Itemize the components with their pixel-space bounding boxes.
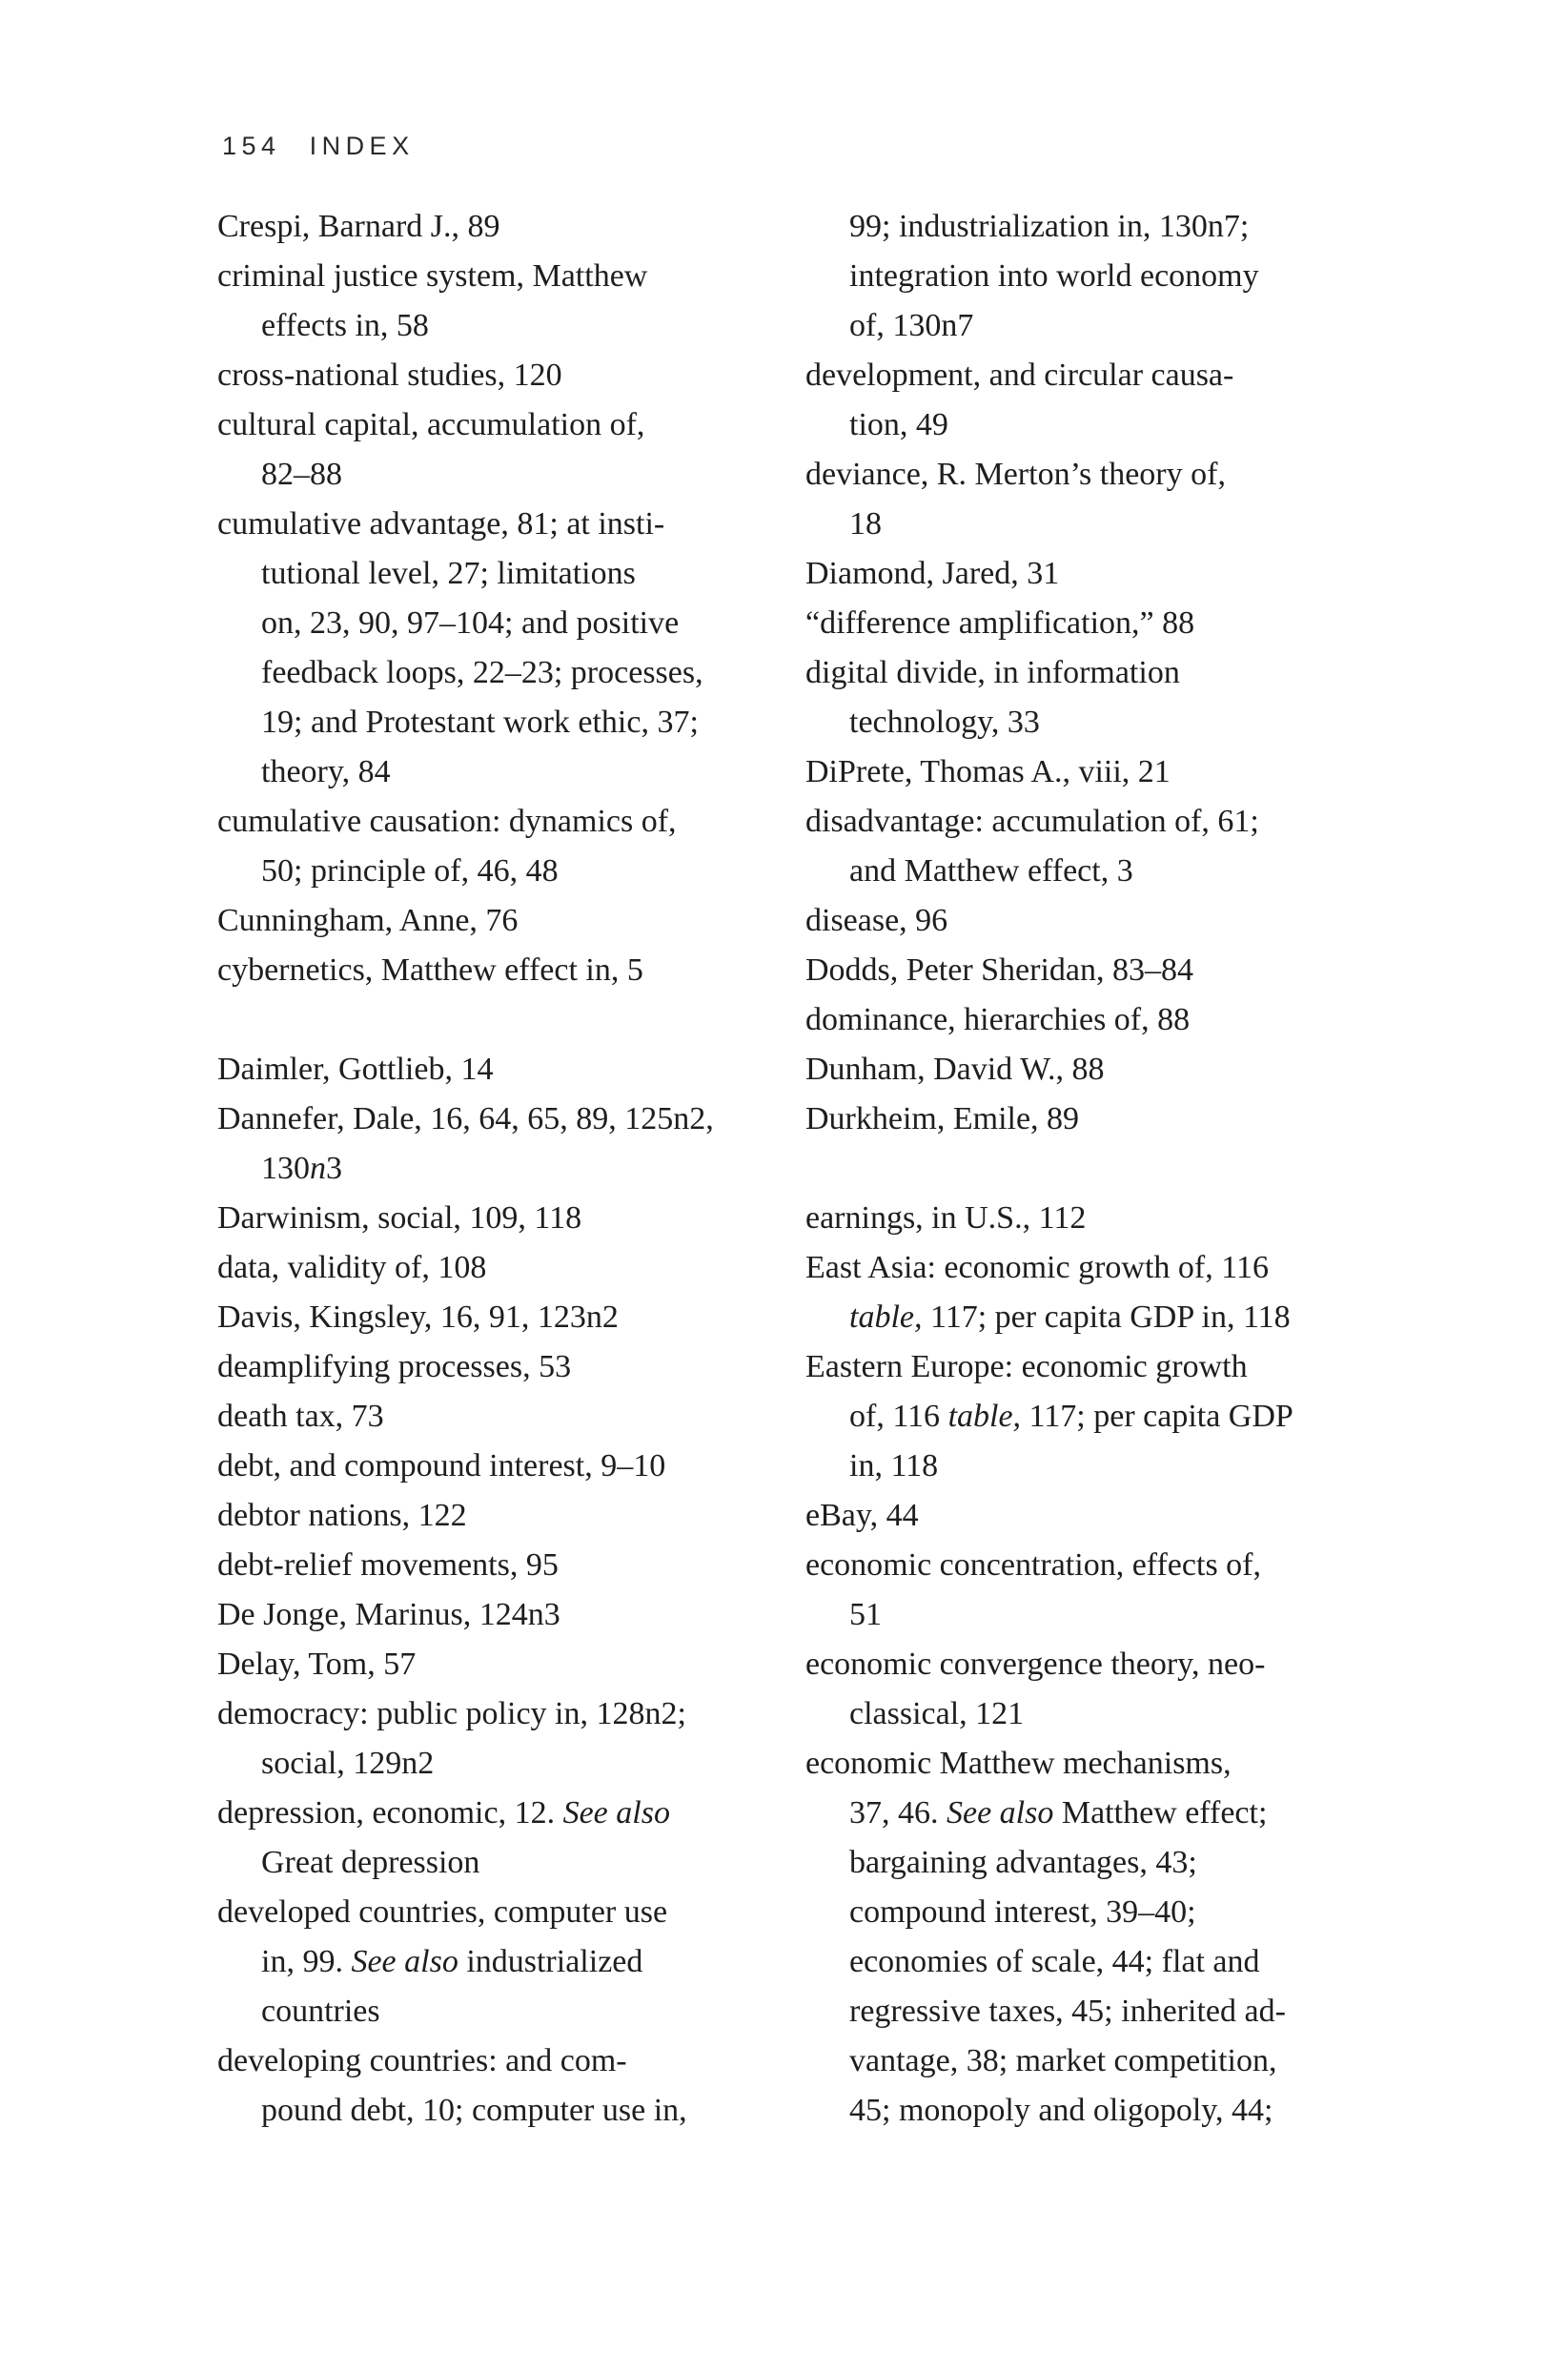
index-line: 82–88	[261, 457, 342, 492]
index-line: economic Matthew mechanisms,	[805, 1746, 1232, 1781]
index-line: 130n3	[261, 1151, 342, 1186]
index-line: 18	[849, 506, 882, 542]
index-line: Great depression	[261, 1845, 480, 1880]
index-line: compound interest, 39–40;	[849, 1894, 1196, 1930]
blank-line	[217, 995, 789, 1045]
index-line: cultural capital, accumulation of,	[217, 407, 645, 442]
index-line: of, 130n7	[849, 308, 974, 343]
index-line: De Jonge, Marinus, 124n3	[217, 1597, 560, 1632]
index-line: 50; principle of, 46, 48	[261, 853, 559, 889]
index-line: 45; monopoly and oligopoly, 44;	[849, 2093, 1273, 2128]
index-line: and Matthew effect, 3	[849, 853, 1133, 889]
index-line: 37, 46. See also Matthew effect;	[849, 1795, 1268, 1831]
index-line: digital divide, in information	[805, 655, 1180, 690]
index-line: DiPrete, Thomas A., viii, 21	[805, 754, 1171, 789]
page-title: INDEX	[309, 132, 415, 160]
index-line: Durkheim, Emile, 89	[805, 1101, 1080, 1136]
index-line: “difference amplification,” 88	[805, 605, 1195, 641]
index-line: Dannefer, Dale, 16, 64, 65, 89, 125n2,	[217, 1101, 714, 1136]
index-line: economies of scale, 44; flat and	[849, 1944, 1260, 1979]
index-line: Dunham, David W., 88	[805, 1052, 1105, 1087]
index-line: disease, 96	[805, 903, 948, 938]
index-line: table, 117; per capita GDP in, 118	[849, 1299, 1291, 1335]
index-line: Cunningham, Anne, 76	[217, 903, 519, 938]
index-line: debt-relief movements, 95	[217, 1547, 559, 1583]
index-line: democracy: public policy in, 128n2;	[217, 1696, 686, 1731]
index-line: earnings, in U.S., 112	[805, 1200, 1087, 1236]
index-line: depression, economic, 12. See also	[217, 1795, 670, 1831]
index-line: on, 23, 90, 97–104; and positive	[261, 605, 680, 641]
index-line: economic concentration, effects of,	[805, 1547, 1261, 1583]
index-line: Dodds, Peter Sheridan, 83–84	[805, 952, 1194, 988]
index-line: Daimler, Gottlieb, 14	[217, 1052, 494, 1087]
index-line: 51	[849, 1597, 882, 1632]
index-line: debt, and compound interest, 9–10	[217, 1448, 666, 1483]
index-line: Eastern Europe: economic growth	[805, 1349, 1248, 1384]
index-line: economic convergence theory, neo-	[805, 1647, 1266, 1682]
index-line: development, and circular causa-	[805, 358, 1234, 393]
index-line: Delay, Tom, 57	[217, 1647, 417, 1682]
index-line: Crespi, Barnard J., 89	[217, 209, 500, 244]
index-line: bargaining advantages, 43;	[849, 1845, 1197, 1880]
blank-line	[805, 1144, 1377, 1194]
index-line: deviance, R. Merton’s theory of,	[805, 457, 1226, 492]
index-line: feedback loops, 22–23; processes,	[261, 655, 703, 690]
index-line: classical, 121	[849, 1696, 1025, 1731]
page-header	[222, 132, 415, 161]
index-line: social, 129n2	[261, 1746, 435, 1781]
index-line: effects in, 58	[261, 308, 429, 343]
index-line: 99; industrialization in, 130n7;	[849, 209, 1250, 244]
index-line: cumulative advantage, 81; at insti-	[217, 506, 665, 542]
index-line: in, 118	[849, 1448, 939, 1483]
index-line: eBay, 44	[805, 1498, 919, 1533]
index-line: debtor nations, 122	[217, 1498, 467, 1533]
index-line: in, 99. See also industrialized	[261, 1944, 643, 1979]
index-line: vantage, 38; market competition,	[849, 2043, 1277, 2078]
index-line: deamplifying processes, 53	[217, 1349, 572, 1384]
index-line: Davis, Kingsley, 16, 91, 123n2	[217, 1299, 619, 1335]
index-left-column	[217, 202, 789, 2136]
index-line: technology, 33	[849, 705, 1040, 740]
index-line: developed countries, computer use	[217, 1894, 668, 1930]
index-line: cross-national studies, 120	[217, 358, 562, 393]
index-line: pound debt, 10; computer use in,	[261, 2093, 687, 2128]
index-line: theory, 84	[261, 754, 391, 789]
index-line: disadvantage: accumulation of, 61;	[805, 804, 1259, 839]
index-line: cybernetics, Matthew effect in, 5	[217, 952, 643, 988]
index-line: Darwinism, social, 109, 118	[217, 1200, 582, 1236]
index-line: dominance, hierarchies of, 88	[805, 1002, 1191, 1037]
index-line: death tax, 73	[217, 1399, 384, 1434]
index-line: tion, 49	[849, 407, 948, 442]
index-line: countries	[261, 1994, 380, 2029]
index-line: of, 116 table, 117; per capita GDP	[849, 1399, 1293, 1434]
index-line: 19; and Protestant work ethic, 37;	[261, 705, 699, 740]
index-line: tutional level, 27; limitations	[261, 556, 636, 591]
index-line: criminal justice system, Matthew	[217, 258, 648, 294]
index-line: Diamond, Jared, 31	[805, 556, 1060, 591]
index-line: cumulative causation: dynamics of,	[217, 804, 677, 839]
index-right-column	[805, 202, 1377, 2136]
index-line: data, validity of, 108	[217, 1250, 487, 1285]
index-line: developing countries: and com-	[217, 2043, 627, 2078]
index-line: regressive taxes, 45; inherited ad-	[849, 1994, 1286, 2029]
index-line: integration into world economy	[849, 258, 1259, 294]
page-number: 154	[222, 132, 281, 160]
index-line: East Asia: economic growth of, 116	[805, 1250, 1269, 1285]
